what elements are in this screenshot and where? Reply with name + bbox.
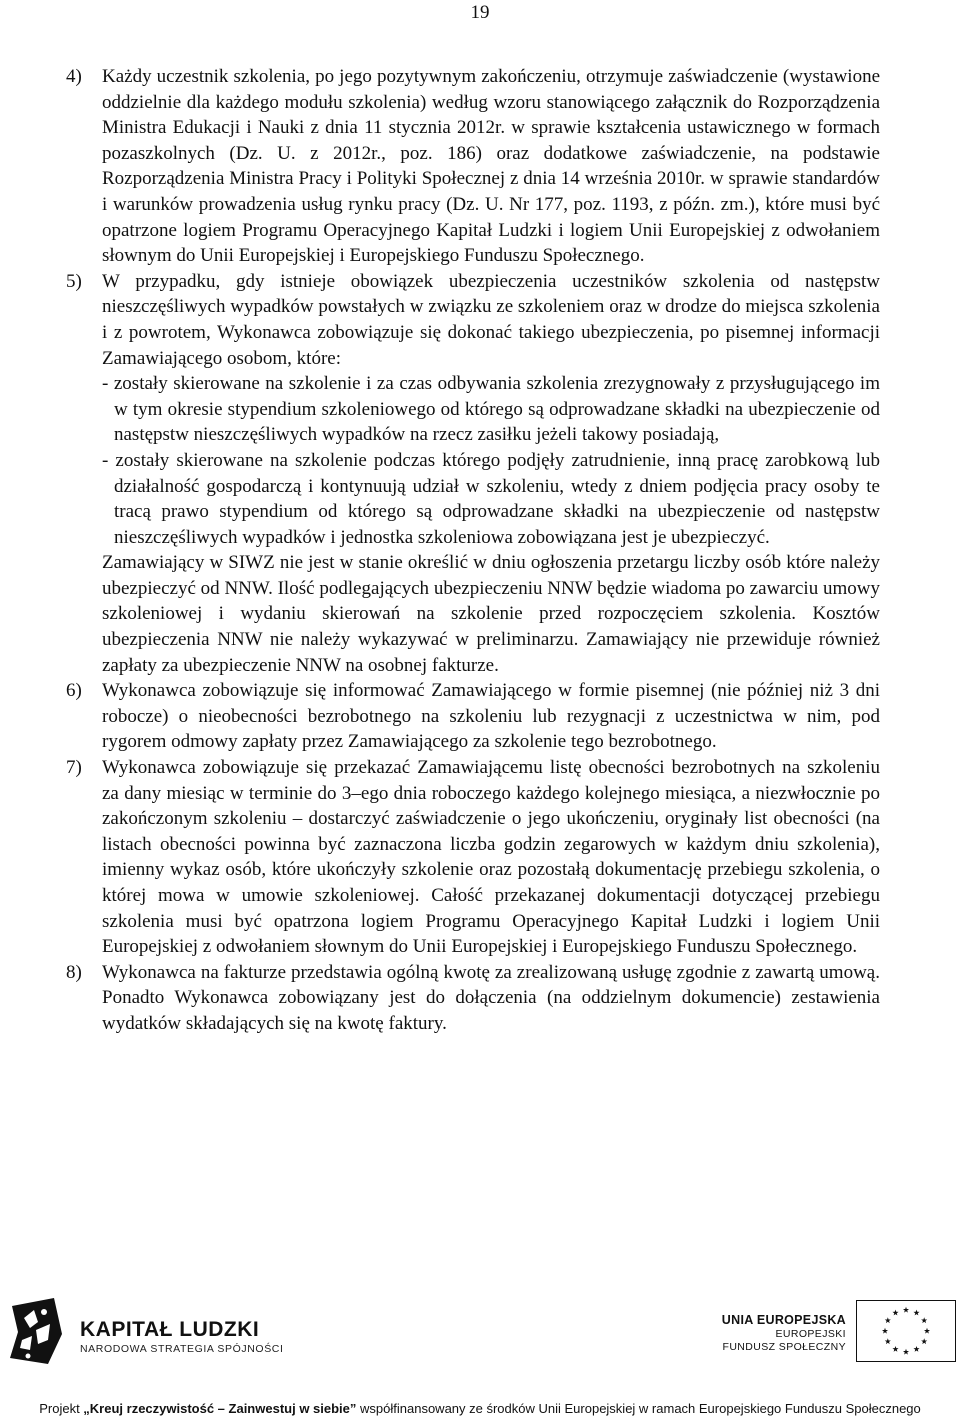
- eu-line-3: FUNDUSZ SPOŁECZNY: [722, 1341, 846, 1353]
- list-item-8: [66, 960, 880, 1037]
- footer-suffix: współfinansowany ze środków Unii Europejskiej w ramach Europejskiego Funduszu Społecznego: [356, 1401, 921, 1416]
- list-item-5: [66, 269, 880, 679]
- list-item-7: [66, 755, 880, 960]
- logo-subtitle: NARODOWA STRATEGIA SPÓJNOŚCI: [80, 1343, 284, 1355]
- footer-project-name: „Kreuj rzeczywistość – Zainwestuj w siebie”: [83, 1401, 357, 1416]
- item-number: 5): [66, 270, 82, 292]
- item-number: 8): [66, 961, 82, 983]
- item-number: 6): [66, 680, 82, 702]
- page-number: 19: [470, 2, 490, 23]
- sub-item: - zostały skierowane na szkolenie i za czas odbywania szkolenia zrezygnowały z przysługującego im w tym okresie stypendium szkoleniowego od którego są odprowadzane składki na ubezpieczenie od następstw nieszczęśliwych wypadków na rzecz zasiłku jeżeli takowy posiadają,: [102, 373, 880, 446]
- item-note: Zamawiający w SIWZ nie jest w stanie określić w dniu ogłoszenia przetargu liczby osób które należy ubezpieczyć od NNW. Ilość podlegających ubezpieczeniu NNW będzie wiadoma po zawarciu umowy szkoleniowej i wydaniu skierowań na szkolenie przed rozpoczęciem szkolenia. Kosztów ubezpieczenia NNW nie należy wykazywać w preliminarzu. Zamawiający nie przewiduje również zapłaty za ubezpieczenie NNW na osobnej fakturze.: [102, 552, 880, 676]
- item-paragraph: Wykonawca zobowiązuje się przekazać Zamawiającemu listę obecności bezrobotnych na szkoleniu za dany miesiąc w terminie do 3–ego dnia roboczego każdego kolejnego miesiąca, a niezwłocznie po zakończonym szkoleniu – dostarczyć zaświadczenie o jego ukończeniu, oryginały list obecności (na listach obecności powinna być zaznaczona liczba godzin zegarowych w każdym dniu szkolenia), imienny wykaz osób, które ukończyły szkolenie oraz pozostałą dokumentację przebiegu szkolenia, o której mowa w umowie szkoleniowej. Całość przekazanej dokumentacji dotyczącej przebiegu szkolenia musi być opatrzona logiem Programu Operacyjnego Kapitał Ludzki i logiem Unii Europejskiej z odwołaniem słownym do Unii Europejskiej i Europejskiego Funduszu Społecznego.: [102, 757, 880, 958]
- item-paragraph: Wykonawca na fakturze przedstawia ogólną kwotę za zrealizowaną usługę zgodnie z zawartą umową. Ponadto Wykonawca zobowiązany jest do dołączenia (na oddzielnym dokumencie) zestawienia wydatków składających się na kwotę faktury.: [102, 961, 880, 1034]
- kapital-ludzki-emblem-icon: [4, 1296, 76, 1366]
- eu-line-2: EUROPEJSKI: [775, 1328, 846, 1340]
- item-number: 4): [66, 66, 82, 87]
- kapital-ludzki-logo: [4, 1296, 304, 1366]
- item-paragraph: W przypadku, gdy istnieje obowiązek ubezpieczenia uczestników szkolenia od następstw nieszczęśliwych wypadków powstałych w związku ze szkoleniem oraz w drodze do miejsca szkolenia i z powrotem, Wykonawca zobowiązuje się dokonać takiego ubezpieczenia, po pisemnej informacji Zamawiającego osobom, które:: [102, 270, 880, 369]
- eu-flag-icon: [856, 1300, 956, 1362]
- logo-title: KAPITAŁ LUDZKI: [80, 1318, 260, 1341]
- footer-prefix: Projekt: [39, 1401, 84, 1416]
- list-item-6: [66, 678, 880, 755]
- eu-logo-text: [722, 1312, 846, 1354]
- item-number: 7): [66, 757, 82, 779]
- eu-line-1: UNIA EUROPEJSKA: [721, 1313, 846, 1327]
- list-item-4: [66, 64, 880, 269]
- document-body: [66, 64, 880, 1037]
- eu-logo: [721, 1300, 956, 1362]
- footer: [0, 1401, 960, 1416]
- item-paragraph: Wykonawca zobowiązuje się informować Zamawiającego w formie pisemnej (nie później niż 3 dni robocze) o nieobecności bezrobotnego na szkoleniu lub rezygnacji z uczestnictwa w nim, pod rygorem odmowy zapłaty przez Zamawiającego za szkolenie tego bezrobotnego.: [102, 680, 880, 753]
- item-paragraph: Każdy uczestnik szkolenia, po jego pozytywnym zakończeniu, otrzymuje zaświadczenie (wystawione oddzielnie dla każdego modułu szkolenia) według wzoru stanowiącego załącznik do Rozporządzenia Ministra Edukacji i Nauki z dnia 11 stycznia 2012r. w sprawie kształcenia ustawicznego w formach pozaszkolnych (Dz. U. z 2012r., poz. 186) oraz dodatkowe zaświadczenie, na podstawie Rozporządzenia Ministra Pracy i Polityki Społecznej z dnia 14 września 2010r. w sprawie standardów i warunków prowadzenia usług rynku pracy (Dz. U. Nr 177, poz. 1193, z późn. zm.), które musi być opatrzone logiem Programu Operacyjnego Kapitał Ludzki i logiem Unii Europejskiej z odwołaniem słownym do Unii Europejskiej i Europejskiego Funduszu Społecznego.: [102, 66, 880, 267]
- sub-item: - zostały skierowane na szkolenie podczas którego podjęły zatrudnienie, inną pracę zarobkową lub działalność gospodarczą i kontynuują udział w szkoleniu, wtedy z dniem podjęcia pracy osoby te tracą prawo stypendium od którego są odprowadzane składki na ubezpieczenie od następstw nieszczęśliwych wypadków i jednostka szkoleniowa zobowiązana jest je ubezpieczyć.: [102, 449, 880, 548]
